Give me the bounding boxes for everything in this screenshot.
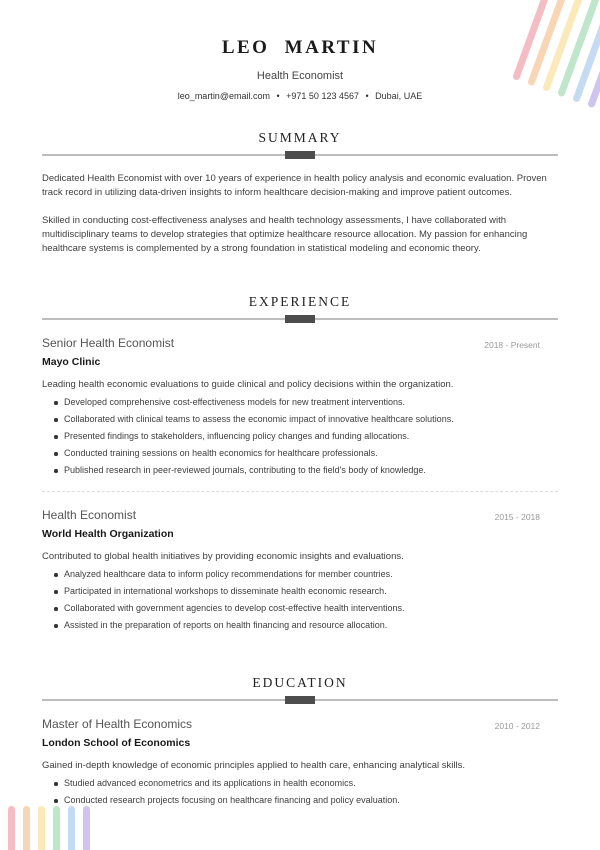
job-bullet: Collaborated with government agencies to develop cost-effective health interventions.: [42, 603, 558, 614]
job-company: World Health Organization: [42, 528, 174, 540]
education-section-title: EDUCATION: [252, 675, 348, 690]
job-company: Mayo Clinic: [42, 356, 101, 368]
contact-separator: •: [365, 91, 369, 101]
summary-section-title: SUMMARY: [258, 130, 342, 145]
job-description: Contributed to global health initiatives by providing economic insights and evaluations.: [42, 551, 404, 562]
job-dates: 2015 - 2018: [494, 512, 540, 522]
job-bullet: Conducted training sessions on health economics for healthcare professionals.: [42, 448, 558, 459]
stripe-blue: [68, 806, 75, 850]
contact-email: leo_martin@email.com: [177, 91, 270, 101]
divider-accent: [285, 315, 315, 323]
education-dates: 2010 - 2012: [494, 721, 540, 731]
section-experience: [42, 294, 558, 631]
section-divider: [42, 154, 558, 156]
section-divider: [42, 318, 558, 320]
contact-location: Dubai, UAE: [375, 91, 423, 101]
job-bullet: Assisted in the preparation of reports on health financing and resource allocation.: [42, 620, 558, 631]
stripe-pink: [8, 806, 15, 850]
contact-phone: +971 50 123 4567: [286, 91, 359, 101]
entry-divider: [42, 491, 558, 492]
degree-title: Master of Health Economics: [42, 717, 193, 731]
decorative-stripes-bottom-left: [8, 806, 90, 850]
divider-accent: [285, 696, 315, 704]
candidate-headline: Health Economist: [256, 70, 344, 82]
stripe-purple: [83, 806, 90, 850]
education-bullet: Studied advanced econometrics and its applications in health economics.: [42, 778, 558, 789]
stripe-orange: [23, 806, 30, 850]
job-bullet: Analyzed healthcare data to inform policy recommendations for member countries.: [42, 569, 558, 580]
candidate-name: LEO MARTIN: [221, 37, 379, 58]
education-description: Gained in-depth knowledge of economic principles applied to health care, enhancing analytical skills.: [42, 760, 466, 771]
stripe-green: [53, 806, 60, 850]
education-bullet: Conducted research projects focusing on healthcare financing and policy evaluation.: [42, 795, 558, 806]
section-summary: [42, 130, 558, 256]
entry-header: [42, 508, 558, 523]
job-bullet: Presented findings to stakeholders, influencing policy changes and funding allocations.: [42, 431, 558, 442]
resume-header: [0, 0, 600, 102]
section-divider: [42, 699, 558, 701]
job-description: Leading health economic evaluations to guide clinical and policy decisions within the organization.: [42, 379, 454, 390]
summary-paragraph: Dedicated Health Economist with over 10 years of experience in health policy analysis and economic evaluation. Proven track record in utilizing data-driven insights to inform healthcare decision-making and improve patient outcomes.: [42, 173, 547, 198]
job-bullet-list: [42, 569, 558, 631]
job-dates: 2018 - Present: [484, 340, 540, 350]
job-bullet: Collaborated with clinical teams to assess the economic impact of innovative healthcare solutions.: [42, 414, 558, 425]
stripe-yellow: [38, 806, 45, 850]
experience-entry: [42, 508, 558, 631]
summary-paragraph: Skilled in conducting cost-effectiveness analyses and health technology assessments, I have collaborated with multidisciplinary teams to develop strategies that optimize healthcare resource allocation. My passion for enhancing healthcare systems is complemented by a strong foundation in statistical modeling and economic theory.: [42, 215, 528, 254]
job-bullet: Participated in international workshops to disseminate health economic research.: [42, 586, 558, 597]
job-title: Health Economist: [42, 508, 137, 522]
education-entry: [42, 717, 558, 806]
experience-entry: [42, 336, 558, 476]
entry-header: [42, 336, 558, 351]
resume-content: [0, 130, 600, 806]
section-education: [42, 675, 558, 806]
divider-accent: [285, 151, 315, 159]
job-title: Senior Health Economist: [42, 336, 175, 350]
education-bullet-list: [42, 778, 558, 806]
experience-section-title: EXPERIENCE: [248, 294, 352, 309]
job-bullet: Developed comprehensive cost-effectiveness models for new treatment interventions.: [42, 397, 558, 408]
job-bullet-list: [42, 397, 558, 476]
contact-line: [0, 90, 600, 102]
entry-header: [42, 717, 558, 732]
contact-separator: •: [276, 91, 280, 101]
job-bullet: Published research in peer-reviewed journals, contributing to the field's body of knowledge.: [42, 465, 558, 476]
education-school: London School of Economics: [42, 737, 191, 749]
